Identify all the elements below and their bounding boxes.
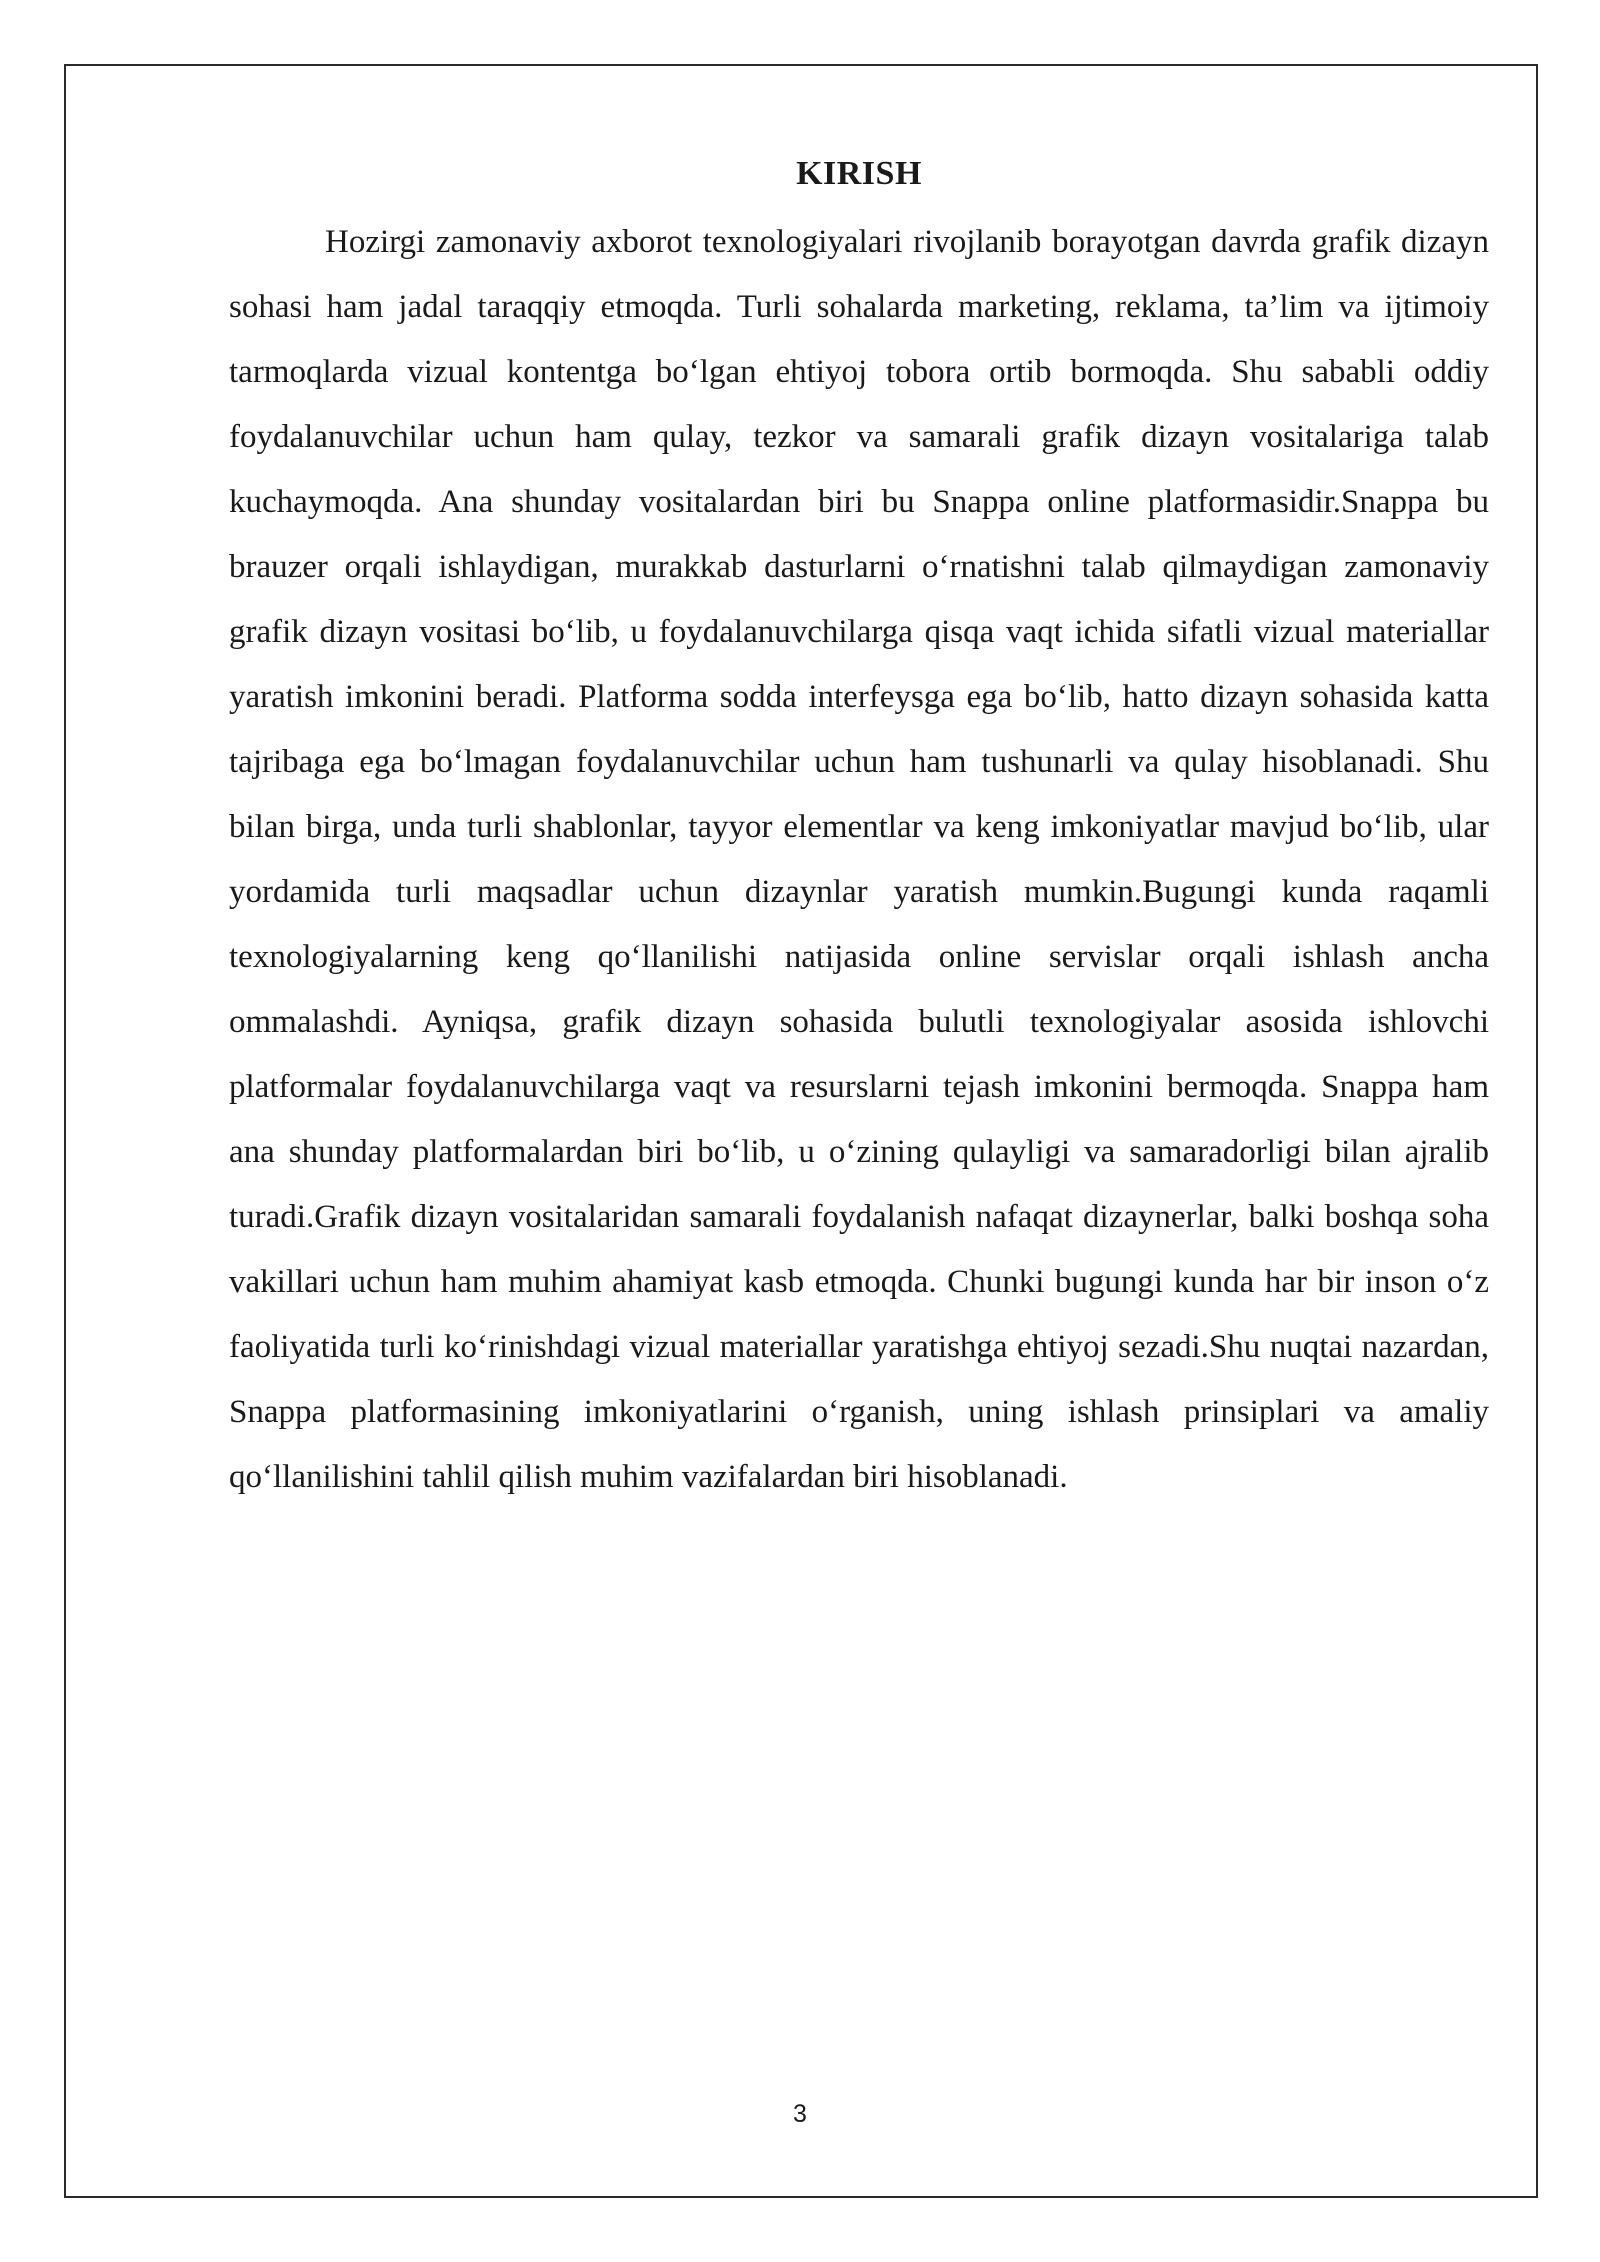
page-content xyxy=(229,148,1489,1510)
page-number: 3 xyxy=(793,2100,807,2128)
body-paragraph: Hozirgi zamonaviy axborot texnologiyalari rivojlanib borayotgan davrda grafik dizayn sohasi ham jadal taraqqiy etmoqda. Turli sohalarda marketing, reklama, ta’lim va ijtimoiy tarmoqlarda vizual kontentga bo‘lgan ehtiyoj tobora ortib bormoqda. Shu sababli oddiy foydalanuvchilar uchun ham qulay, tezkor va samarali grafik dizayn vositalariga talab kuchaymoqda. Ana shunday vositalardan biri bu Snappa online platformasidir.Snappa bu brauzer orqali ishlaydigan, murakkab dasturlarni o‘rnatishni talab qilmaydigan zamonaviy grafik dizayn vositasi bo‘lib, u foydalanuvchilarga qisqa vaqt ichida sifatli vizual materiallar yaratish imkonini beradi. Platforma sodda interfeysga ega bo‘lib, hatto dizayn sohasida katta tajribaga ega bo‘lmagan foydalanuvchilar uchun ham tushunarli va qulay hisoblanadi. Shu bilan birga, unda turli shablonlar, tayyor elementlar va keng imkoniyatlar mavjud bo‘lib, ular yordamida turli maqsadlar uchun dizaynlar yaratish mumkin.Bugungi kunda raqamli texnologiyalarning keng qo‘llanilishi natijasida online servislar orqali ishlash ancha ommalashdi. Ayniqsa, grafik dizayn sohasida bulutli texnologiyalar asosida ishlovchi platformalar foydalanuvchilarga vaqt va resurslarni tejash imkonini bermoqda. Snappa ham ana shunday platformalardan biri bo‘lib, u o‘zining qulayligi va samaradorligi bilan ajralib turadi.Grafik dizayn vositalaridan samarali foydalanish nafaqat dizaynerlar, balki boshqa soha vakillari uchun ham muhim ahamiyat kasb etmoqda. Chunki bugungi kunda har bir inson o‘z faoliyatida turli ko‘rinishdagi vizual materiallar yaratishga ehtiyoj sezadi.Shu nuqtai nazardan, Snappa platformasining imkoniyatlarini o‘rganish, uning ishlash prinsiplari va amaliy qo‘llanilishini tahlil qilish muhim vazifalardan biri hisoblanadi. xyxy=(229,224,1489,1495)
section-heading: KIRISH xyxy=(796,155,922,192)
